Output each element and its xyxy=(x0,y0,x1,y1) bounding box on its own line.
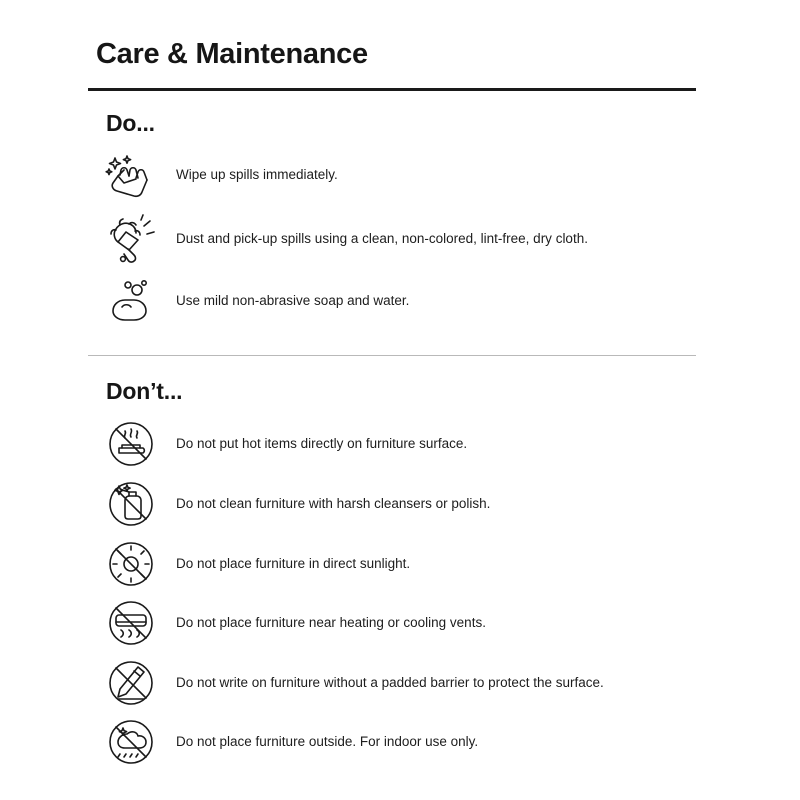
list-item-text: Do not place furniture near heating or cooling vents. xyxy=(176,615,486,631)
list-item xyxy=(100,655,760,711)
list-item-text: Do not write on furniture without a padded barrier to protect the surface. xyxy=(176,675,604,691)
list-item xyxy=(100,152,760,198)
section-heading-do: Do... xyxy=(106,110,155,136)
list-item-text: Do not put hot items directly on furniture surface. xyxy=(176,436,468,452)
section-heading-dont: Don’t... xyxy=(106,378,183,404)
soap-bar-icon xyxy=(100,277,162,325)
list-item xyxy=(100,536,760,592)
no-hot-items-icon xyxy=(100,416,162,472)
list-item-text: Do not place furniture outside. For indoor use only. xyxy=(176,734,479,750)
list-item-text: Dust and pick-up spills using a clean, non-colored, lint-free, dry cloth. xyxy=(176,231,588,247)
list-item-text: Do not clean furniture with harsh cleansers or polish. xyxy=(176,496,491,512)
wiping-hand-icon xyxy=(100,152,162,198)
list-item-text: Wipe up spills immediately. xyxy=(176,167,338,183)
list-item xyxy=(100,214,760,264)
section-divider xyxy=(88,355,696,356)
no-hvac-vent-icon xyxy=(100,595,162,651)
list-item-text: Use mild non-abrasive soap and water. xyxy=(176,293,410,309)
no-spray-cleanser-icon xyxy=(100,476,162,532)
list-item xyxy=(100,714,760,770)
no-outdoor-use-icon xyxy=(100,714,162,770)
no-writing-pen-icon xyxy=(100,655,162,711)
no-direct-sunlight-icon xyxy=(100,536,162,592)
list-item xyxy=(100,416,760,472)
duster-icon xyxy=(100,214,162,264)
list-item xyxy=(100,277,760,325)
list-item-text: Do not place furniture in direct sunlight. xyxy=(176,556,411,572)
title-divider xyxy=(88,88,696,91)
list-item xyxy=(100,476,760,532)
list-item xyxy=(100,595,760,651)
page-title: Care & Maintenance xyxy=(96,38,368,70)
